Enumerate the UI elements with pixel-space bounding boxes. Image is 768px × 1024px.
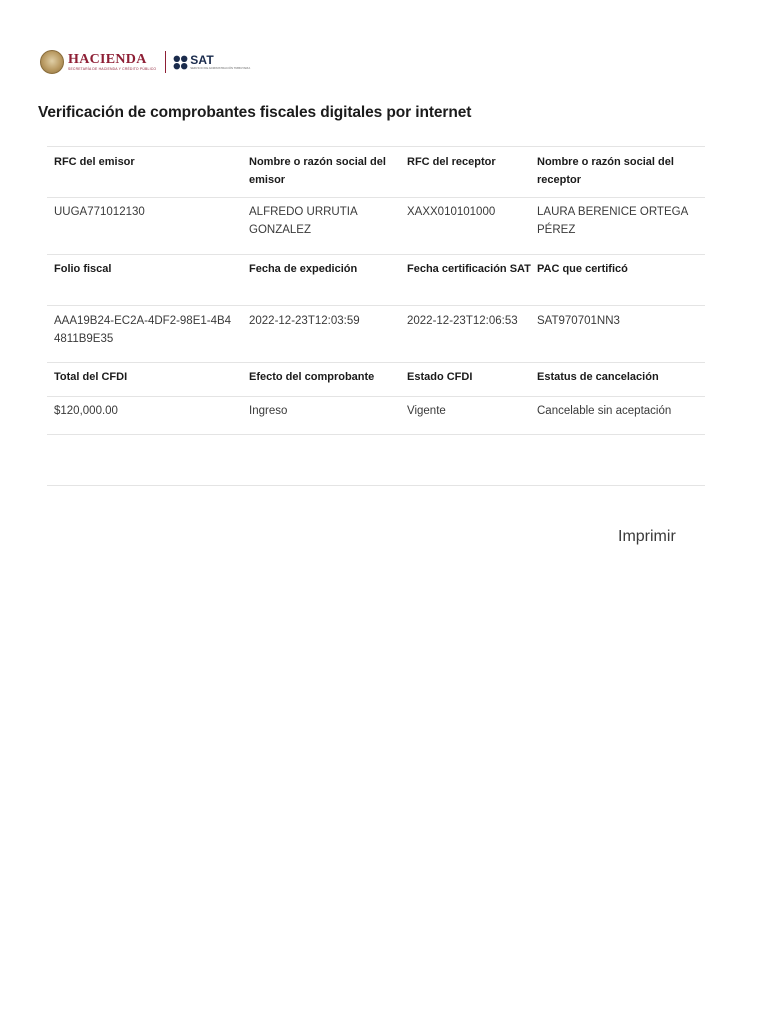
value-rfc-emisor: UUGA771012130 [54,206,145,218]
table-value-row [47,198,705,255]
sat-logo [173,54,250,70]
value-fecha-certificacion: 2022-12-23T12:06:53 [407,315,518,327]
header-total-cfdi: Total del CFDI [54,371,128,383]
value-nombre-emisor: ALFREDO URRUTIA GONZALEZ [249,206,357,236]
header-efecto: Efecto del comprobante [249,371,375,383]
header-fecha-expedicion: Fecha de expedición [249,263,358,275]
coat-of-arms-seal-icon [40,50,64,74]
cfdi-verification-table [47,146,705,435]
header-nombre-receptor: Nombre o razón social del receptor [537,156,674,186]
hacienda-logo [68,52,156,72]
value-fecha-expedicion: 2022-12-23T12:03:59 [249,315,360,327]
table-header-row [47,147,705,198]
header-nombre-emisor: Nombre o razón social del emisor [249,156,386,186]
value-folio-fiscal: AAA19B24-EC2A-4DF2-98E1-4B44811B9E35 [54,315,232,345]
header-fecha-certificacion: Fecha certificación SAT [407,263,531,275]
header-estatus-cancelacion: Estatus de cancelación [537,371,659,383]
value-total-cfdi: $120,000.00 [54,405,118,417]
header-rfc-emisor: RFC del emisor [54,156,135,168]
table-value-row [47,397,705,435]
page-title: Verificación de comprobantes fiscales digitales por internet [38,104,472,121]
header-rfc-receptor: RFC del receptor [407,156,496,168]
sat-logo-text: SAT [190,53,214,67]
table-value-row [47,306,705,363]
logo-divider [165,51,166,73]
value-efecto: Ingreso [249,405,288,417]
table-header-row [47,255,705,306]
header-logos [40,48,250,76]
header-folio-fiscal: Folio fiscal [54,263,112,275]
hacienda-logo-subtitle: SECRETARÍA DE HACIENDA Y CRÉDITO PÚBLICO [68,67,157,71]
header-pac: PAC que certificó [537,263,628,275]
value-pac: SAT970701NN3 [537,315,620,327]
sat-dots-icon [173,55,188,70]
value-estado-cfdi: Vigente [407,405,446,417]
value-nombre-receptor: LAURA BERENICE ORTEGA PÉREZ [537,206,688,236]
table-header-row [47,363,705,397]
section-divider [47,485,705,486]
hacienda-logo-text: HACIENDA [68,52,147,67]
sat-logo-subtitle: SERVICIO DE ADMINISTRACIÓN TRIBUTARIA [190,66,251,70]
value-rfc-receptor: XAXX010101000 [407,206,496,218]
print-button[interactable]: Imprimir [606,524,688,550]
value-estatus-cancelacion: Cancelable sin aceptación [537,405,672,417]
header-estado-cfdi: Estado CFDI [407,371,473,383]
